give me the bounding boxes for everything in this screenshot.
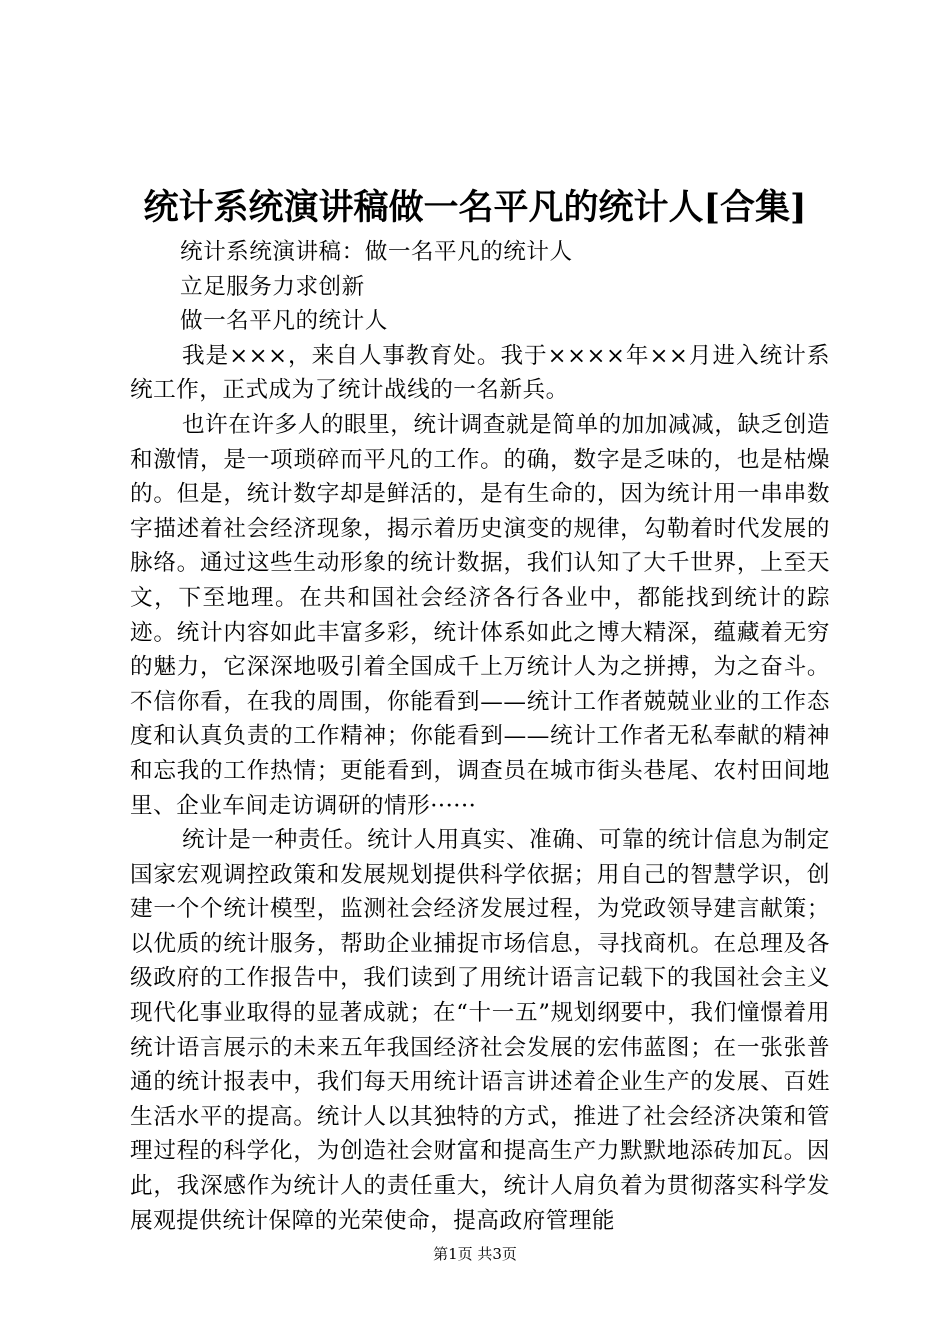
document-title: 统计系统演讲稿做一名平凡的统计人[合集] <box>143 187 807 228</box>
subheading-theme: 做一名平凡的统计人 <box>180 308 388 335</box>
subheading-motto: 立足服务力求创新 <box>180 273 365 300</box>
paragraph-statistics-life: 也许在许多人的眼里，统计调查就是简单的加加减减，缺乏创造和激情，是一项琐碎而平凡的工作。的确，数字是乏味的，也是枯燥的。但是，统计数字却是鲜活的，是有生命的，因为统计用一串串数字描述着社会经济现象，揭示着历史演变的规律，勾勒着时代发展的脉络。通过这些生动形象的统计数据，我们认知了大千世界，上至天文，下至地理。在共和国社会经济各行各业中，都能找到统计的踪迹。统计内容如此丰富多彩，统计体系如此之博大精深，蕴藏着无穷的魅力，它深深地吸引着全国成千上万统计人为之拼搏，为之奋斗。不信你看，在我的周围，你能看到——统计工作者兢兢业业的工作态度和认真负责的工作精神；你能看到——统计工作者无私奉献的精神和忘我的工作热情；更能看到，调查员在城市街头巷尾、农村田间地里、企业车间走访调研的情形······ <box>130 411 830 819</box>
subheading-speech-title: 统计系统演讲稿：做一名平凡的统计人 <box>180 239 573 265</box>
page-footer: 第1页 共3页 <box>433 1245 517 1263</box>
document-body <box>130 235 830 1238</box>
paragraph-intro: 我是×××，来自人事教育处。我于××××年××月进入统计系统工作，正式成为了统计战线的一名新兵。 <box>130 342 830 404</box>
paragraph-statistics-responsibility: 统计是一种责任。统计人用真实、准确、可靠的统计信息为制定国家宏观调控政策和发展规划提供科学依据；用自己的智慧学识，创建一个个统计模型，监测社会经济发展过程，为党政领导建言献策；以优质的统计服务，帮助企业捕捉市场信息，寻找商机。在总理及各级政府的工作报告中，我们读到了用统计语言记载下的我国社会主义现代化事业取得的显著成就；在“十一五”规划纲要中，我们憧憬着用统计语言展示的未来五年我国经济社会发展的宏伟蓝图；在一张张普通的统计报表中，我们每天用统计语言讲述着企业生产的发展、百姓生活水平的提高。统计人以其独特的方式，推进了社会经济决策和管理过程的科学化，为创造社会财富和提高生产力默默地添砖加瓦。因此，我深感作为统计人的责任重大，统计人肩负着为贯彻落实科学发展观提供统计保障的光荣使命，提高政府管理能 <box>130 827 830 1234</box>
